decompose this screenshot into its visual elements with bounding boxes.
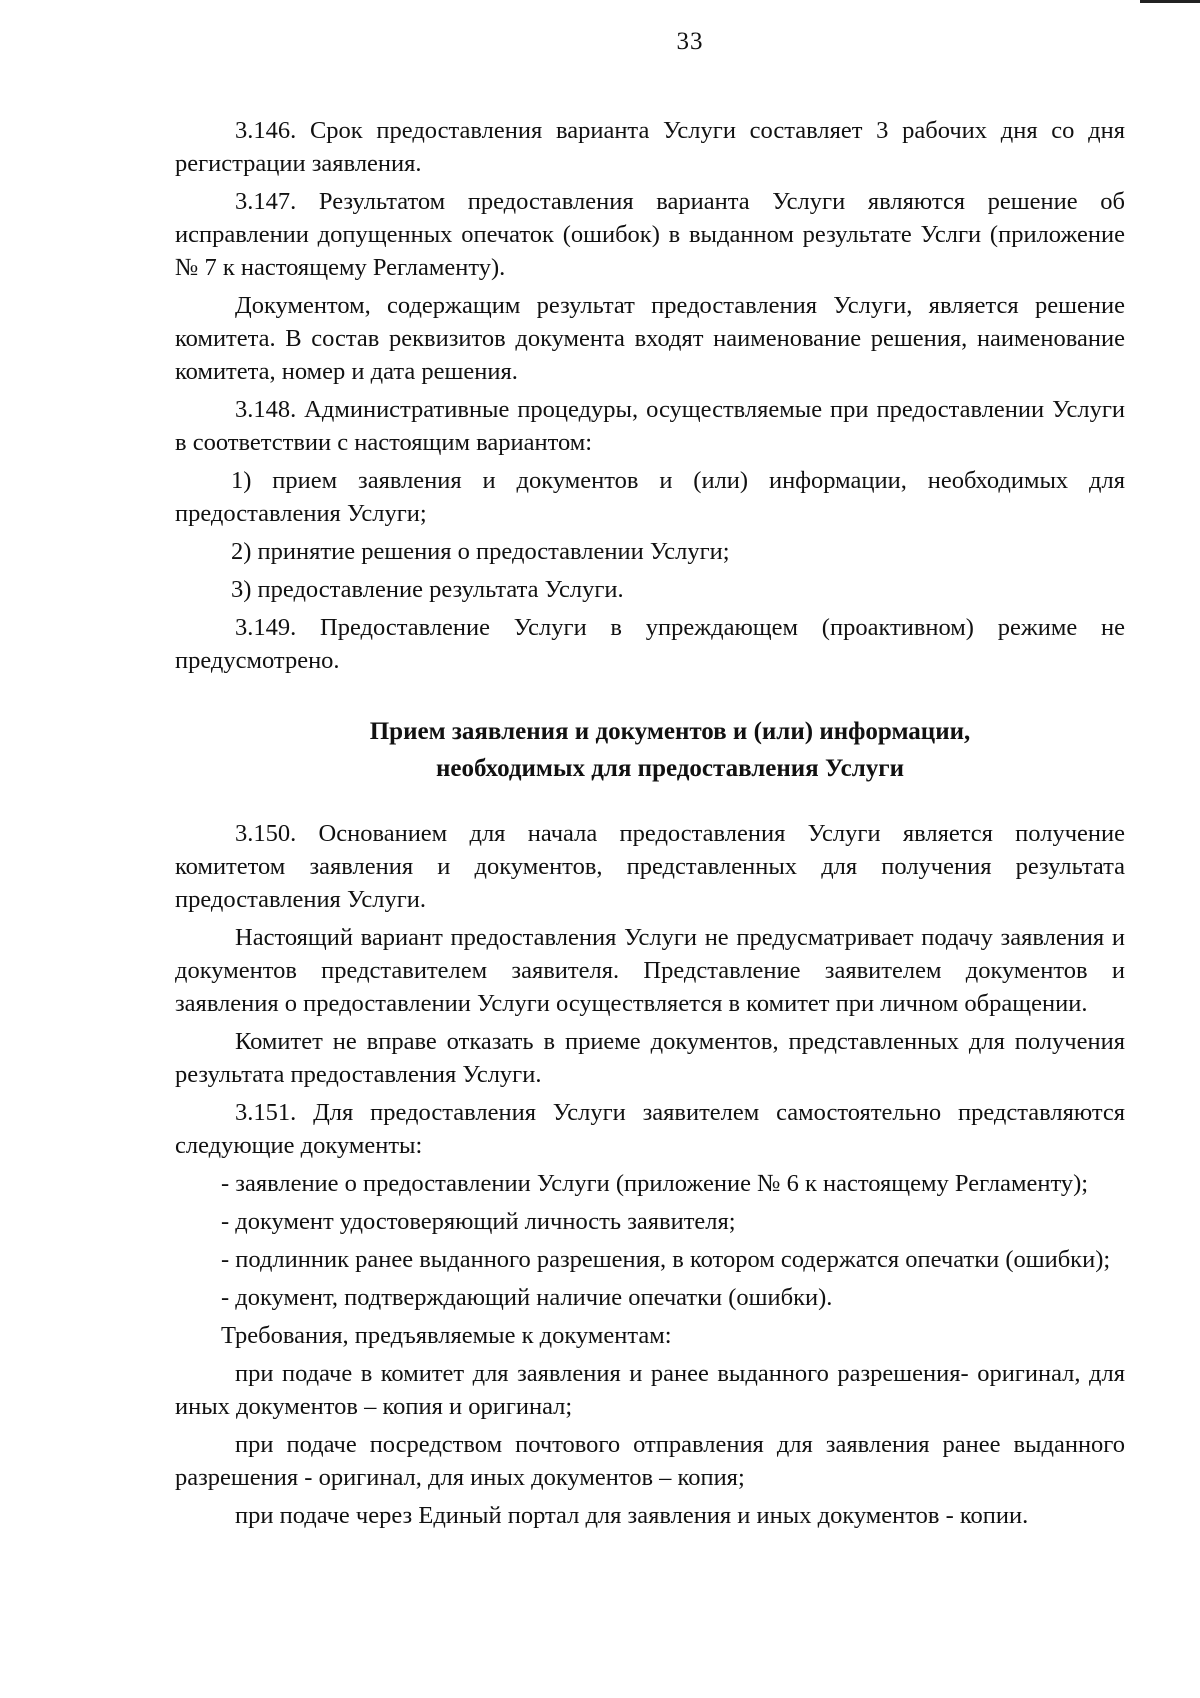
paragraph: при подаче через Единый портал для заявления и иных документов - копии. — [235, 1502, 1029, 1529]
paragraphs-before-heading — [175, 114, 1125, 677]
section-heading-line-2: необходимых для предоставления Услуги — [436, 755, 904, 782]
paragraph: 3.148. Административные процедуры, осуществляемые при предоставлении Услуги в соответствии с настоящим вариантом: — [175, 396, 1125, 456]
paragraph: 3.146. Срок предоставления варианта Услуги составляет 3 рабочих дня со дня регистрации заявления. — [175, 117, 1125, 177]
page-number: 33 — [676, 28, 704, 55]
list-item: - заявление о предоставлении Услуги (приложение № 6 к настоящему Регламенту); — [221, 1170, 1089, 1197]
paragraph: 3.150. Основанием для начала предоставления Услуги является получение комитетом заявления и документов, представленных для получения результата предоставления Услуги. — [175, 820, 1125, 913]
paragraph: Документом, содержащим результат предоставления Услуги, является решение комитета. В состав реквизитов документа входят наименование решения, наименование комитета, номер и дата решения. — [175, 292, 1125, 385]
numbered-item: 1) прием заявления и документов и (или) информации, необходимых для предоставления Услуги; — [175, 467, 1125, 527]
section-heading — [175, 713, 1125, 787]
list-item: - подлинник ранее выданного разрешения, в котором содержатся опечатки (ошибки); — [221, 1246, 1111, 1273]
list-item: - документ удостоверяющий личность заявителя; — [221, 1208, 736, 1235]
section-heading-line-1: Прием заявления и документов и (или) информации, — [369, 718, 971, 745]
paragraph: 3.147. Результатом предоставления варианта Услуги являются решение об исправлении допущенных опечаток (ошибок) в выданном результате Услги (приложение № 7 к настоящему Регламенту). — [175, 188, 1125, 281]
paragraph: 3.151. Для предоставления Услуги заявителем самостоятельно представляются следующие документы: — [175, 1099, 1125, 1159]
numbered-item: 2) принятие решения о предоставлении Услуги; — [231, 538, 730, 565]
numbered-item: 3) предоставление результата Услуги. — [231, 576, 624, 603]
paragraphs-after-heading — [175, 817, 1125, 1532]
paragraph: Требования, предъявляемые к документам: — [221, 1322, 672, 1349]
paragraph: 3.149. Предоставление Услуги в упреждающем (проактивном) режиме не предусмотрено. — [175, 614, 1125, 674]
document-body — [175, 114, 1125, 1537]
paragraph: при подаче посредством почтового отправления для заявления ранее выданного разрешения - оригинал, для иных документов – копия; — [175, 1431, 1125, 1491]
paragraph: Настоящий вариант предоставления Услуги не предусматривает подачу заявления и документов представителем заявителя. Представление заявителем документов и заявления о предоставлении Услуги осуществляется в комитет при личном обращении. — [175, 924, 1125, 1017]
list-item: - документ, подтверждающий наличие опечатки (ошибки). — [221, 1284, 833, 1311]
paragraph: при подаче в комитет для заявления и ранее выданного разрешения- оригинал, для иных документов – копия и оригинал; — [175, 1360, 1125, 1420]
top-edge-rule — [1140, 0, 1200, 3]
paragraph: Комитет не вправе отказать в приеме документов, представленных для получения результата предоставления Услуги. — [175, 1028, 1125, 1088]
